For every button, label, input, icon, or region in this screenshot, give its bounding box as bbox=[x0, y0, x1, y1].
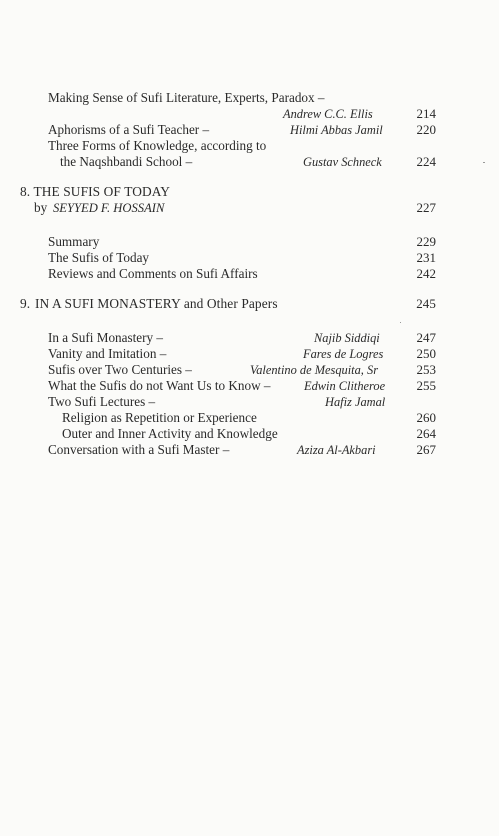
toc-entry-aphorisms bbox=[0, 122, 499, 138]
entry-title: Sufis over Two Centuries – bbox=[48, 362, 192, 377]
section-8-heading bbox=[20, 184, 170, 200]
toc-entry-summary bbox=[0, 234, 499, 250]
entry-page: 229 bbox=[416, 234, 436, 249]
toc-entry-making-sense-author-line bbox=[0, 106, 499, 122]
toc-entry-three-forms-cont bbox=[0, 154, 499, 170]
entry-page: 227 bbox=[416, 200, 436, 215]
section-title: IN A SUFI MONASTERY and Other Papers bbox=[35, 296, 278, 311]
toc-entry-reviews bbox=[0, 266, 499, 282]
entry-title: Two Sufi Lectures – bbox=[48, 394, 156, 409]
entry-title: Reviews and Comments on Sufi Affairs bbox=[48, 266, 258, 281]
section-9-heading bbox=[0, 296, 499, 312]
entry-title: Conversation with a Sufi Master – bbox=[48, 442, 230, 457]
entry-page: 267 bbox=[416, 442, 436, 457]
entry-page: 250 bbox=[416, 346, 436, 361]
paper-speck bbox=[400, 322, 401, 323]
entry-page: 255 bbox=[416, 378, 436, 393]
entry-page: 264 bbox=[416, 426, 436, 441]
toc-entry-two-centuries bbox=[0, 362, 499, 378]
entry-author: Hilmi Abbas Jamil bbox=[290, 123, 383, 137]
toc-entry-what-sufis bbox=[0, 378, 499, 394]
entry-title: Summary bbox=[48, 234, 100, 249]
entry-title: Vanity and Imitation – bbox=[48, 346, 167, 361]
entry-page: 220 bbox=[416, 122, 436, 137]
entry-title: In a Sufi Monastery – bbox=[48, 330, 164, 345]
toc-subentry-religion bbox=[0, 410, 499, 426]
entry-author: Fares de Logres bbox=[303, 347, 384, 361]
entry-author: Aziza Al-Akbari bbox=[297, 443, 376, 457]
toc-entry-sufis-of-today bbox=[0, 250, 499, 266]
entry-title: Making Sense of Sufi Literature, Experts, Paradox – bbox=[48, 90, 325, 105]
entry-title: Religion as Repetition or Experience bbox=[62, 410, 257, 425]
entry-page: 245 bbox=[416, 296, 436, 311]
entry-title: Outer and Inner Activity and Knowledge bbox=[62, 426, 278, 441]
entry-page: 260 bbox=[416, 410, 436, 425]
section-title: THE SUFIS OF TODAY bbox=[33, 184, 171, 199]
entry-title: What the Sufis do not Want Us to Know – bbox=[48, 378, 271, 393]
entry-author: Valentino de Mesquita, Sr bbox=[250, 363, 379, 377]
toc-entry-vanity bbox=[0, 346, 499, 362]
section-8-byline bbox=[0, 200, 499, 216]
toc-subentry-outer-inner bbox=[0, 426, 499, 442]
entry-title: Aphorisms of a Sufi Teacher – bbox=[48, 122, 210, 137]
entry-title: The Sufis of Today bbox=[48, 250, 150, 265]
section-number: 8. bbox=[20, 184, 31, 199]
toc-entry-making-sense bbox=[48, 90, 325, 106]
entry-page: 224 bbox=[416, 154, 436, 169]
section-number: 9. bbox=[20, 296, 31, 311]
entry-author: Najib Siddiqi bbox=[314, 331, 380, 345]
section-author: SEYYED F. HOSSAIN bbox=[53, 201, 165, 215]
entry-title: Three Forms of Knowledge, according to bbox=[48, 138, 267, 153]
byline-by: by bbox=[34, 200, 48, 215]
entry-page: 214 bbox=[416, 106, 436, 121]
entry-author: Hafiz Jamal bbox=[325, 395, 386, 409]
entry-page: 231 bbox=[416, 250, 436, 265]
entry-author: Edwin Clitheroe bbox=[304, 379, 386, 393]
paper-speck bbox=[483, 162, 485, 163]
toc-entry-three-forms bbox=[48, 138, 266, 154]
entry-page: 247 bbox=[416, 330, 436, 345]
entry-page: 253 bbox=[416, 362, 436, 377]
toc-entry-conversation bbox=[0, 442, 499, 458]
entry-author: Andrew C.C. Ellis bbox=[283, 107, 373, 121]
toc-entry-monastery bbox=[0, 330, 499, 346]
entry-title: the Naqshbandi School – bbox=[60, 154, 193, 169]
toc-entry-two-lectures bbox=[0, 394, 499, 410]
entry-author: Gustav Schneck bbox=[303, 155, 382, 169]
entry-page: 242 bbox=[416, 266, 436, 281]
